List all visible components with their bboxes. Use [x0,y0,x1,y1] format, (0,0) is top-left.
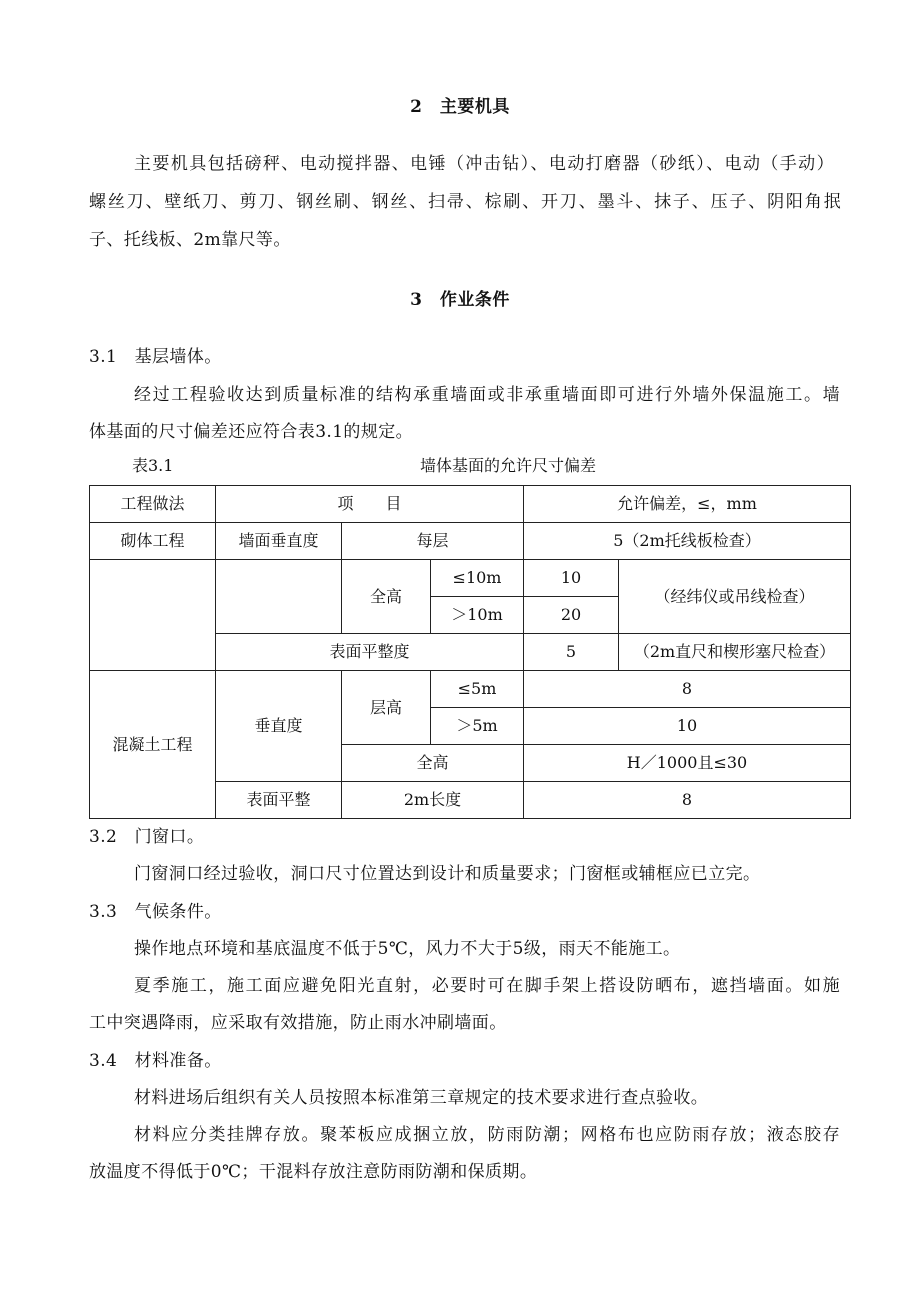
masonry-flatness-value: 5 [524,634,619,671]
masonry-label: 砌体工程 [90,523,216,560]
header-tolerance: 允许偏差，≤，mm [524,486,851,523]
table-row [90,560,851,597]
concrete-label: 混凝土工程 [90,671,216,819]
masonry-per-floor-value: 5（2m托线板检查） [524,523,851,560]
concrete-flat: 表面平整 [216,782,342,819]
sub-3-2-title: 3.2 门窗口。 [89,827,205,847]
masonry-flatness: 表面平整度 [216,634,524,671]
sub-3-4-para-1: 材料进场后组织有关人员按照本标准第三章规定的技术要求进行查点验收。 [134,1088,709,1108]
table-caption-number: 表3.1 [132,456,174,475]
concrete-gt5-value: 10 [524,708,851,745]
masonry-blank-item [216,560,342,634]
sub-3-4-title: 3.4 材料准备。 [89,1051,222,1071]
tolerance-table [89,485,851,819]
masonry-le10: ≤10m [431,560,524,597]
concrete-gt5: ＞5m [431,708,524,745]
table-header-row [90,486,851,523]
table-caption-title: 墙体基面的允许尺寸偏差 [420,456,597,475]
sub-3-1-para-line-1: 经过工程验收达到质量标准的结构承重墙面或非承重墙面即可进行外墙外保温施工。墙 [134,385,840,405]
header-method: 工程做法 [90,486,216,523]
concrete-floor-height: 层高 [342,671,431,745]
masonry-wall-vertical: 墙面垂直度 [216,523,342,560]
sub-3-3-para-2-line-2: 工中突遇降雨，应采取有效措施，防止雨水冲刷墙面。 [89,1013,507,1033]
sub-3-4-para-2-line-1: 材料应分类挂牌存放。聚苯板应成捆立放，防雨防潮；网格布也应防雨存放；液态胶存 [134,1125,840,1145]
sub-3-3-title: 3.3 气候条件。 [89,902,222,922]
concrete-le5-value: 8 [524,671,851,708]
masonry-flatness-method: （2m直尺和楔形塞尺检查） [619,634,851,671]
concrete-flat-value: 8 [524,782,851,819]
concrete-length-2m: 2m长度 [342,782,524,819]
masonry-gt10-value: 20 [524,597,619,634]
sub-3-4-para-2-line-2: 放温度不得低于0℃；干混料存放注意防雨防潮和保质期。 [89,1162,538,1182]
concrete-le5: ≤5m [431,671,524,708]
masonry-gt10: ＞10m [431,597,524,634]
section-3-heading: 3 作业条件 [410,290,510,310]
sub-3-3-para-2-line-1: 夏季施工，施工面应避免阳光直射，必要时可在脚手架上搭设防晒布，遮挡墙面。如施 [134,976,840,996]
section-2-heading: 2 主要机具 [410,97,510,117]
masonry-full-height-method: （经纬仪或吊线检查） [619,560,851,634]
header-item: 项 目 [216,486,524,523]
concrete-full-height-value: H／1000且≤30 [524,745,851,782]
table-row [90,523,851,560]
section-2-para-line-2: 螺丝刀、壁纸刀、剪刀、钢丝刷、钢丝、扫帚、棕刷、开刀、墨斗、抹子、压子、阴阳角抿 [89,192,841,212]
section-2-para-line-3: 子、托线板、2m靠尺等。 [89,230,291,250]
sub-3-2-para-line-1: 门窗洞口经过验收，洞口尺寸位置达到设计和质量要求；门窗框或辅框应已立完。 [134,864,761,884]
masonry-blank-method [90,560,216,671]
sub-3-3-para-1: 操作地点环境和基底温度不低于5℃，风力不大于5级，雨天不能施工。 [134,939,681,959]
masonry-le10-value: 10 [524,560,619,597]
concrete-full-height: 全高 [342,745,524,782]
concrete-vertical: 垂直度 [216,671,342,782]
masonry-per-floor: 每层 [342,523,524,560]
masonry-full-height: 全高 [342,560,431,634]
table-row [90,671,851,708]
sub-3-1-para-line-2: 体基面的尺寸偏差还应符合表3.1的规定。 [89,422,414,442]
sub-3-1-title: 3.1 基层墙体。 [89,347,222,367]
section-2-para-line-1: 主要机具包括磅秤、电动搅拌器、电锤（冲击钻）、电动打磨器（砂纸）、电动（手动） [134,154,834,174]
